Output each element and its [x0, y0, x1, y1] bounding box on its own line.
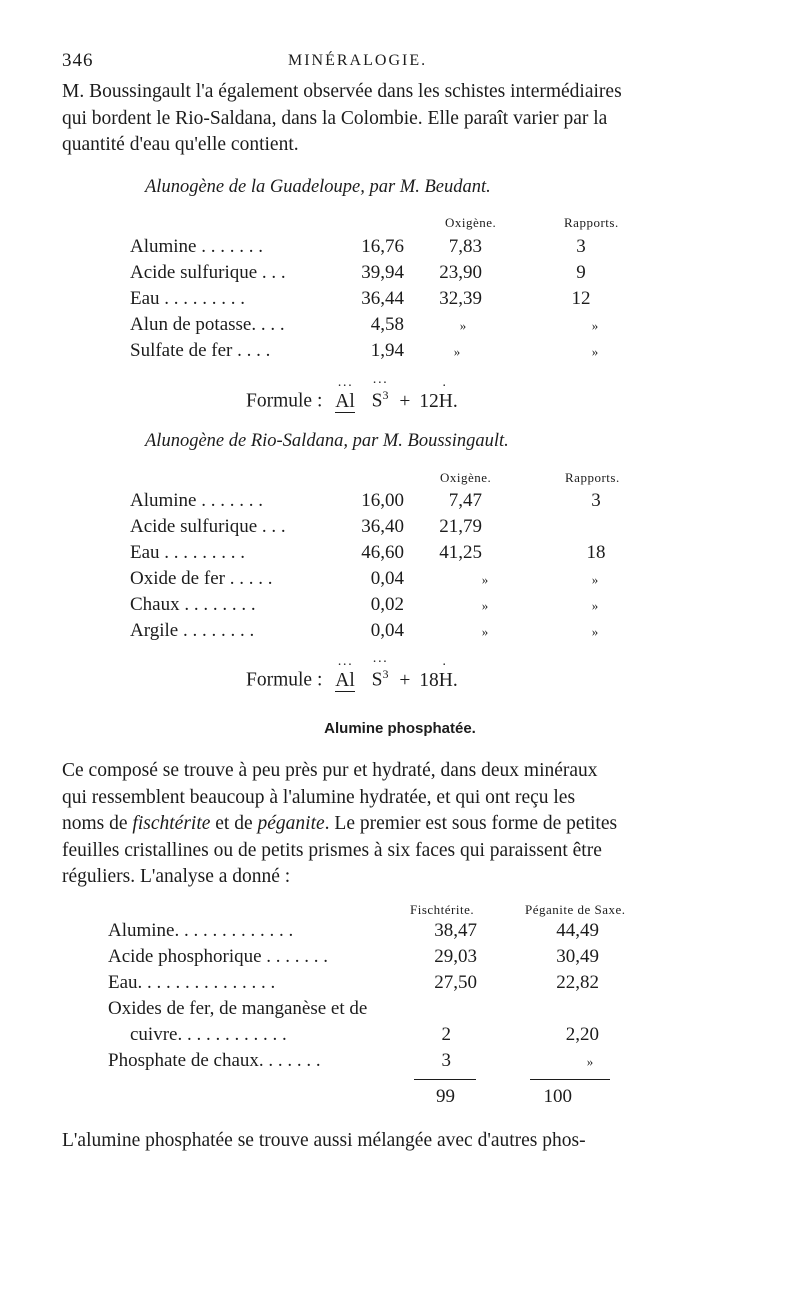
table2-col-oxygen: Oxigène.	[440, 470, 492, 485]
table2-row-oxygen: 21,79	[439, 516, 482, 537]
table2-row-ratio: »	[591, 572, 599, 587]
sum-rule-1	[414, 1079, 476, 1080]
formula-alumina: Al	[335, 669, 355, 691]
body-line-5: réguliers. L'analyse a donné :	[62, 866, 291, 887]
table3-total-peganite: 100	[543, 1086, 572, 1107]
running-title: MINÉRALOGIE.	[288, 52, 428, 69]
table3-row-v1: 3	[441, 1050, 451, 1071]
mineral-name-peganite: péganite	[257, 813, 325, 834]
table1-row-value: 16,76	[361, 236, 404, 257]
table1-row-label: Acide sulfurique . . .	[130, 262, 286, 283]
table3-col-fischterite: Fischtérite.	[410, 902, 475, 917]
table3-row-label: Oxides de fer, de manganèse et de	[108, 998, 368, 1019]
body-line-3	[62, 811, 672, 838]
table2-row-value: 16,00	[361, 490, 404, 511]
table3-row-label: Phosphate de chaux. . . . . . .	[108, 1050, 321, 1071]
table1-row-oxygen: »	[459, 318, 467, 333]
formula-plus: +	[399, 669, 411, 691]
table1-row-oxygen: »	[453, 344, 461, 359]
table1-row-ratio: 12	[571, 288, 591, 309]
intro-line-3: quantité d'eau qu'elle contient.	[62, 134, 299, 155]
table2-row-value: 36,40	[361, 516, 404, 537]
table1-row-label: Eau . . . . . . . . .	[130, 288, 246, 309]
table2-row-oxygen: 7,47	[448, 490, 482, 511]
formula-plus: +	[399, 390, 411, 412]
intro-line-1: M. Boussingault l'a également observée dans les schistes intermédiaires	[62, 81, 622, 102]
table3-col-peganite: Péganite de Saxe.	[525, 902, 626, 917]
table1-row-value: 36,44	[361, 288, 404, 309]
body-line-4: feuilles cristallines ou de petits prismes à six faces qui paraissent être	[62, 839, 602, 861]
table2-row-oxygen: »	[481, 598, 489, 613]
table1-row-value: 4,58	[370, 314, 404, 335]
table2-row-ratio: »	[591, 624, 599, 639]
table1-row-label: Alumine . . . . . . .	[130, 236, 263, 257]
table2-row-value: 0,04	[370, 568, 404, 589]
table3-row-v2: 44,49	[556, 920, 599, 941]
formula-prefix: Formule :	[246, 669, 323, 691]
formula-water: 18H.	[419, 669, 458, 691]
page-number: 346	[62, 50, 94, 71]
table1-row-oxygen: 23,90	[439, 262, 482, 283]
table2-row-oxygen: 41,25	[439, 542, 482, 563]
intro-line-2: qui bordent le Rio-Saldana, dans la Colombie. Elle paraît varier par la	[62, 107, 608, 129]
table2-row-value: 46,60	[361, 542, 404, 563]
table3-row-v1: 38,47	[434, 920, 477, 941]
table3-total-fischterite: 99	[436, 1086, 455, 1107]
table1-row-value: 1,94	[370, 340, 404, 361]
formula-water: 12H.	[419, 390, 458, 412]
table2-row-label: Argile . . . . . . . .	[130, 620, 255, 641]
formula-sulfur: S	[371, 390, 383, 412]
table3-row-label: Alumine. . . . . . . . . . . . .	[108, 920, 294, 941]
table3-row-v1: 27,50	[434, 972, 477, 993]
table1-row-oxygen: 32,39	[439, 288, 482, 309]
table1-row-oxygen: 7,83	[448, 236, 482, 257]
table2-row-oxygen: »	[481, 624, 489, 639]
table3-row-v1: 2	[441, 1024, 451, 1045]
table2-row-label: Alumine . . . . . . .	[130, 490, 263, 511]
table1-col-ratio: Rapports.	[564, 215, 619, 230]
table2-row-oxygen: »	[481, 572, 489, 587]
table1-formula: Formule : ··· Al ··· $S^3$ + · 12H.	[246, 376, 458, 412]
table1-row-value: 39,94	[361, 262, 404, 283]
body-line-1: Ce composé se trouve à peu près pur et hydraté, dans deux minéraux	[62, 760, 598, 781]
table2-formula: Formule : ··· Al ··· $S^3$ + · 18H.	[246, 655, 458, 691]
table3-row-v2: 22,82	[556, 972, 599, 993]
section-heading: Alumine phosphatée.	[324, 720, 476, 737]
table3-row-v2: 2,20	[565, 1024, 599, 1045]
table3-row-label: cuivre. . . . . . . . . . . .	[130, 1024, 287, 1045]
table2-col-ratio: Rapports.	[565, 470, 620, 485]
closing-line: L'alumine phosphatée se trouve aussi mélangée avec d'autres phos-	[62, 1130, 586, 1151]
table2-row-value: 0,02	[370, 594, 404, 615]
text-run: et de	[210, 813, 258, 834]
table2-row-ratio: 18	[586, 542, 606, 563]
formula-sulfur-exp: 3	[382, 388, 389, 402]
table3-row-label: Eau. . . . . . . . . . . . . . .	[108, 972, 276, 993]
text-run: noms de	[62, 813, 133, 834]
formula-alumina: Al	[335, 390, 355, 412]
mineral-name-fischterite: fischtérite	[132, 813, 211, 834]
table1-col-oxygen: Oxigène.	[445, 215, 497, 230]
formula-sulfur: S	[371, 669, 383, 691]
sum-rule-2	[530, 1079, 610, 1080]
table3-row-v2: »	[586, 1054, 594, 1069]
table3-row-v2: 30,49	[556, 946, 599, 967]
table2-row-label: Eau . . . . . . . . .	[130, 542, 246, 563]
table3-row-v1: 29,03	[434, 946, 477, 967]
formula-prefix: Formule :	[246, 390, 323, 412]
table2-row-ratio: 3	[591, 490, 601, 511]
body-line-2: qui ressemblent beaucoup à l'alumine hydratée, et qui ont reçu les	[62, 786, 576, 808]
formula-sulfur-exp: 3	[382, 667, 389, 681]
table2-row-ratio: »	[591, 598, 599, 613]
table2-row-label: Chaux . . . . . . . .	[130, 594, 256, 615]
body-paragraph	[62, 758, 672, 891]
table2-title: Alunogène de Rio-Saldana, par M. Boussingault.	[145, 431, 509, 451]
table1-row-label: Sulfate de fer . . . .	[130, 340, 271, 361]
table1-row-ratio: 9	[576, 262, 586, 283]
table2-row-label: Oxide de fer . . . . .	[130, 568, 273, 589]
table1-row-ratio: »	[591, 344, 599, 359]
table1-row-ratio: »	[591, 318, 599, 333]
table2-row-value: 0,04	[370, 620, 404, 641]
table2-row-label: Acide sulfurique . . .	[130, 516, 286, 537]
table1-row-ratio: 3	[576, 236, 586, 257]
text-run: . Le premier est sous forme de petites	[324, 813, 618, 834]
table1-title: Alunogène de la Guadeloupe, par M. Beudant.	[145, 177, 491, 197]
intro-paragraph	[62, 79, 672, 159]
closing-paragraph	[62, 1128, 672, 1155]
table3-row-label: Acide phosphorique . . . . . . .	[108, 946, 329, 967]
table1-row-label: Alun de potasse. . . .	[130, 314, 285, 335]
